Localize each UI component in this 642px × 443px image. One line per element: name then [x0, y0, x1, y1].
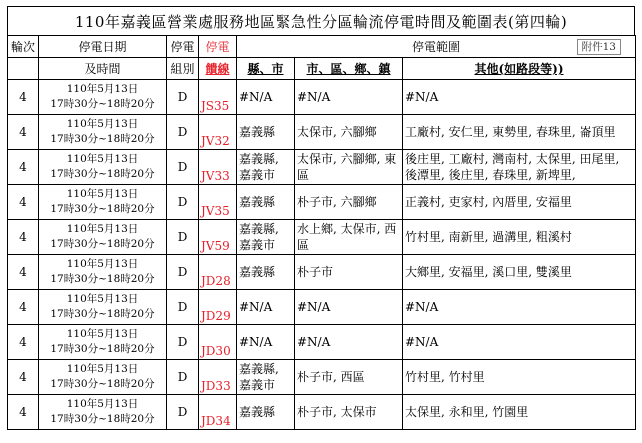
table-row: [8, 360, 636, 395]
township-cell: 朴子市: [295, 255, 403, 290]
group-cell: D: [167, 395, 199, 430]
date-time-cell: [39, 255, 167, 290]
county-cell: 嘉義縣: [237, 115, 295, 150]
other-cell: 太保里, 永和里, 竹園里: [403, 395, 636, 430]
date-time-cell: [39, 290, 167, 325]
county-cell: 嘉義縣: [237, 395, 295, 430]
date-text: 110年5月13日: [66, 188, 139, 200]
county-cell: 嘉義縣, 嘉義市: [237, 150, 295, 185]
other-cell: #N/A: [403, 325, 636, 360]
group-cell: D: [167, 220, 199, 255]
group-cell: D: [167, 255, 199, 290]
group-cell: D: [167, 115, 199, 150]
table-row: [8, 325, 636, 360]
other-cell: 竹村里, 南新里, 過溝里, 粗溪村: [403, 220, 636, 255]
table-body: [8, 80, 636, 430]
township-cell: #N/A: [295, 290, 403, 325]
county-cell: #N/A: [237, 325, 295, 360]
header-group-bottom: 組別: [167, 58, 199, 80]
feeder-cell: JD33: [199, 360, 237, 395]
round-cell: 4: [8, 325, 39, 360]
header-county: 縣、市: [237, 58, 295, 80]
time-text: 17時30分~18時20分: [50, 413, 155, 425]
outage-table: [7, 35, 636, 430]
header-township: 市、區、鄉、鎮: [295, 58, 403, 80]
round-cell: 4: [8, 220, 39, 255]
table-row: [8, 220, 636, 255]
other-cell: 竹村里, 竹村里: [403, 360, 636, 395]
date-text: 110年5月13日: [66, 83, 139, 95]
feeder-cell: JV35: [199, 185, 237, 220]
other-cell: 大鄉里, 安福里, 溪口里, 雙溪里: [403, 255, 636, 290]
date-text: 110年5月13日: [66, 118, 139, 130]
other-cell: 後庄里, 工廠村, 灣南村, 太保里, 田尾里, 後潭里, 後庄里, 春珠里, 新埤里,: [403, 150, 636, 185]
round-cell: 4: [8, 80, 39, 115]
table-row: [8, 255, 636, 290]
county-cell: 嘉義縣: [237, 255, 295, 290]
group-cell: D: [167, 325, 199, 360]
township-cell: 水上鄉, 太保市, 西區: [295, 220, 403, 255]
township-cell: 朴子市, 太保市: [295, 395, 403, 430]
header-row-2: [8, 58, 636, 80]
round-cell: 4: [8, 255, 39, 290]
township-cell: #N/A: [295, 80, 403, 115]
round-cell: 4: [8, 290, 39, 325]
feeder-cell: JD29: [199, 290, 237, 325]
time-text: 17時30分~18時20分: [50, 238, 155, 250]
county-cell: 嘉義縣, 嘉義市: [237, 220, 295, 255]
other-cell: 工廠村, 安仁里, 東勢里, 春珠里, 崙頂里: [403, 115, 636, 150]
other-cell: 正義村, 吏家村, 內厝里, 安福里: [403, 185, 636, 220]
date-time-cell: [39, 220, 167, 255]
group-cell: D: [167, 150, 199, 185]
date-time-cell: [39, 185, 167, 220]
document-title: 110年嘉義區營業處服務地區緊急性分區輪流停電時間及範圍表(第四輪): [7, 6, 635, 35]
township-cell: 太保市, 六腳鄉: [295, 115, 403, 150]
county-cell: 嘉義縣: [237, 185, 295, 220]
date-time-cell: [39, 395, 167, 430]
group-cell: D: [167, 185, 199, 220]
township-cell: #N/A: [295, 325, 403, 360]
time-text: 17時30分~18時20分: [50, 273, 155, 285]
header-round-empty: [8, 58, 39, 80]
header-scope-label: 停電範圍: [411, 40, 460, 54]
table-row: [8, 290, 636, 325]
round-cell: 4: [8, 150, 39, 185]
group-cell: D: [167, 80, 199, 115]
county-cell: #N/A: [237, 290, 295, 325]
round-cell: 4: [8, 360, 39, 395]
time-text: 17時30分~18時20分: [50, 168, 155, 180]
header-date-bottom: 及時間: [39, 58, 167, 80]
township-cell: 朴子市, 六腳鄉: [295, 185, 403, 220]
table-row: [8, 115, 636, 150]
feeder-cell: JV32: [199, 115, 237, 150]
time-text: 17時30分~18時20分: [50, 98, 155, 110]
table-row: [8, 395, 636, 430]
header-feeder-bottom: 饋線: [199, 58, 237, 80]
date-time-cell: [39, 325, 167, 360]
other-cell: #N/A: [403, 290, 636, 325]
feeder-cell: JV33: [199, 150, 237, 185]
header-other: 其他(如路段等)): [403, 58, 636, 80]
date-text: 110年5月13日: [66, 258, 139, 270]
time-text: 17時30分~18時20分: [50, 133, 155, 145]
time-text: 17時30分~18時20分: [50, 308, 155, 320]
date-time-cell: [39, 80, 167, 115]
header-round: 輪次: [8, 36, 39, 58]
township-cell: 朴子市, 西區: [295, 360, 403, 395]
date-text: 110年5月13日: [66, 363, 139, 375]
time-text: 17時30分~18時20分: [50, 203, 155, 215]
table-row: [8, 150, 636, 185]
annex-badge: 附件13: [577, 39, 621, 55]
header-group-top: 停電: [167, 36, 199, 58]
table-row: [8, 80, 636, 115]
other-cell: #N/A: [403, 80, 636, 115]
round-cell: 4: [8, 395, 39, 430]
date-text: 110年5月13日: [66, 398, 139, 410]
group-cell: D: [167, 360, 199, 395]
header-feeder-top: 停電: [199, 36, 237, 58]
date-text: 110年5月13日: [66, 223, 139, 235]
feeder-cell: JS35: [199, 80, 237, 115]
county-cell: 嘉義縣, 嘉義市: [237, 360, 295, 395]
date-time-cell: [39, 150, 167, 185]
outage-schedule-sheet: [7, 6, 635, 430]
date-text: 110年5月13日: [66, 328, 139, 340]
county-cell: #N/A: [237, 80, 295, 115]
township-cell: 太保市, 六腳鄉, 東區: [295, 150, 403, 185]
time-text: 17時30分~18時20分: [50, 378, 155, 390]
table-row: [8, 185, 636, 220]
feeder-cell: JD34: [199, 395, 237, 430]
header-scope: [237, 36, 636, 58]
header-row-1: [8, 36, 636, 58]
round-cell: 4: [8, 185, 39, 220]
round-cell: 4: [8, 115, 39, 150]
date-text: 110年5月13日: [66, 293, 139, 305]
feeder-cell: JD28: [199, 255, 237, 290]
date-time-cell: [39, 115, 167, 150]
time-text: 17時30分~18時20分: [50, 343, 155, 355]
feeder-cell: JV59: [199, 220, 237, 255]
date-text: 110年5月13日: [66, 153, 139, 165]
feeder-cell: JD30: [199, 325, 237, 360]
group-cell: D: [167, 290, 199, 325]
header-date-top: 停電日期: [39, 36, 167, 58]
date-time-cell: [39, 360, 167, 395]
